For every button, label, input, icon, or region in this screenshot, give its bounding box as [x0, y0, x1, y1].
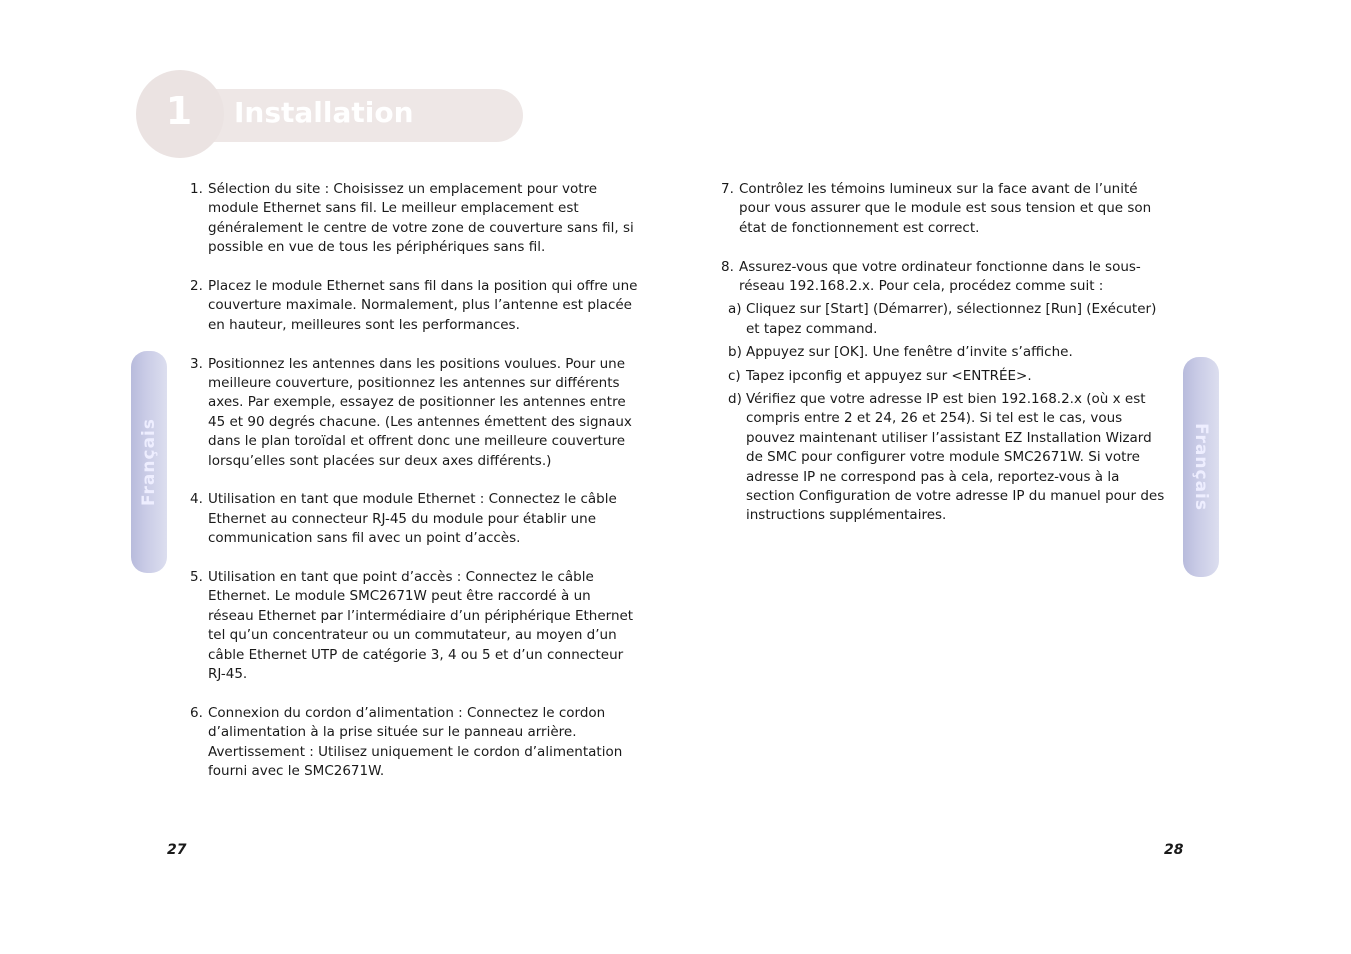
sub-item-text: Cliquez sur [Start] (Démarrer), sélectionnez [Run] (Exécuter) et tapez command. [746, 301, 1157, 337]
language-tab-label: Français [139, 418, 160, 506]
list-item-number: 5. [190, 569, 203, 586]
right-page-column [721, 180, 1171, 526]
language-tab-label: Français [1191, 423, 1212, 511]
list-item [721, 180, 1171, 238]
list-item-number: 8. [721, 258, 734, 275]
sub-list-item [728, 343, 1171, 362]
language-tab-left [131, 351, 167, 573]
list-item [190, 704, 640, 782]
list-item-number: 2. [190, 278, 203, 295]
sub-item-text: Tapez ipconfig et appuyez sur <ENTRÉE>. [746, 367, 1032, 384]
list-item [190, 490, 640, 548]
list-item-text: Sélection du site : Choisissez un emplacement pour votre module Ethernet sans fil. Le meilleur emplacement est généralement le centre de votre zone de couverture sans fil, si possible en vue de tous les périphériques sans fil. [208, 181, 634, 256]
chapter-number: 1 [165, 89, 193, 133]
page-number-left: 27 [167, 842, 187, 858]
list-item [190, 355, 640, 471]
sub-item-text: Appuyez sur [OK]. Une fenêtre d’invite s’affiche. [746, 344, 1073, 361]
sub-item-letter: c) [728, 367, 741, 384]
list-item [721, 258, 1171, 297]
list-item-text: Placez le module Ethernet sans fil dans la position qui offre une couverture maximale. Normalement, plus l’antenne est placée en hauteur, meilleures sont les performances. [208, 278, 638, 333]
list-item-number: 7. [721, 181, 734, 197]
chapter-title: Installation [234, 96, 414, 129]
list-item-text: Connexion du cordon d’alimentation : Connectez le cordon d’alimentation à la prise située sur le panneau arrière. Avertissement : Utilisez uniquement le cordon d’alimentation fourni avec le SMC2671W. [208, 704, 623, 780]
sub-list-item [728, 390, 1171, 526]
sub-item-text: Vérifiez que votre adresse IP est bien 192.168.2.x (où x est compris entre 2 et 24, 26 et 254). Si tel est le cas, vous pouvez maintenant utiliser l’assistant EZ Installation Wizard de SMC pour configurer votre module SMC2671W. Si votre adresse IP ne correspond pas à cela, reportez-vous à la section Configuration de votre adresse IP du manuel pour des instructions supplémentaires. [746, 391, 1165, 524]
sub-list-item [728, 367, 1171, 386]
list-item-text: Utilisation en tant que point d’accès : Connectez le câble Ethernet. Le module SMC2671W peut être raccordé à un réseau Ethernet par l’intermédiaire d’un périphérique Ethernet tel qu’un concentrateur ou un commutateur, au moyen d’un câble Ethernet UTP de catégorie 3, 4 ou 5 et d’un connecteur RJ-45. [208, 569, 634, 683]
list-item-number: 1. [190, 181, 203, 197]
sub-item-letter: b) [728, 344, 742, 361]
page-number-right: 28 [1164, 842, 1184, 858]
language-tab-right [1183, 357, 1219, 577]
sub-item-letter: d) [728, 391, 742, 408]
list-item-text: Assurez-vous que votre ordinateur fonctionne dans le sous-réseau 192.168.2.x. Pour cela, procédez comme suit : [739, 258, 1141, 295]
list-item [190, 568, 640, 684]
chapter-number-badge [136, 70, 224, 158]
list-item-text: Positionnez les antennes dans les positions voulues. Pour une meilleure couverture, positionnez les antennes sur différents axes. Par exemple, essayez de positionner les antennes entre 45 et 90 degrés chacune. (Les antennes émettent des signaux dans le plan toroïdal et offrent donc une meilleure couverture lorsqu’elles sont placées sur deux axes différents.) [208, 355, 632, 469]
list-item-text: Contrôlez les témoins lumineux sur la face avant de l’unité pour vous assurer que le module est sous tension et que son état de fonctionnement est correct. [739, 181, 1152, 236]
list-item-number: 6. [190, 704, 203, 721]
left-page-column [190, 180, 640, 801]
list-item [190, 277, 640, 335]
list-item-text: Utilisation en tant que module Ethernet : Connectez le câble Ethernet au connecteur RJ-45 du module pour établir une communication sans fil avec un point d’accès. [208, 491, 617, 547]
sub-list-item [728, 300, 1171, 339]
sub-item-letter: a) [728, 301, 742, 318]
list-item-number: 3. [190, 355, 203, 372]
list-item-number: 4. [190, 491, 203, 508]
list-item [190, 180, 640, 258]
